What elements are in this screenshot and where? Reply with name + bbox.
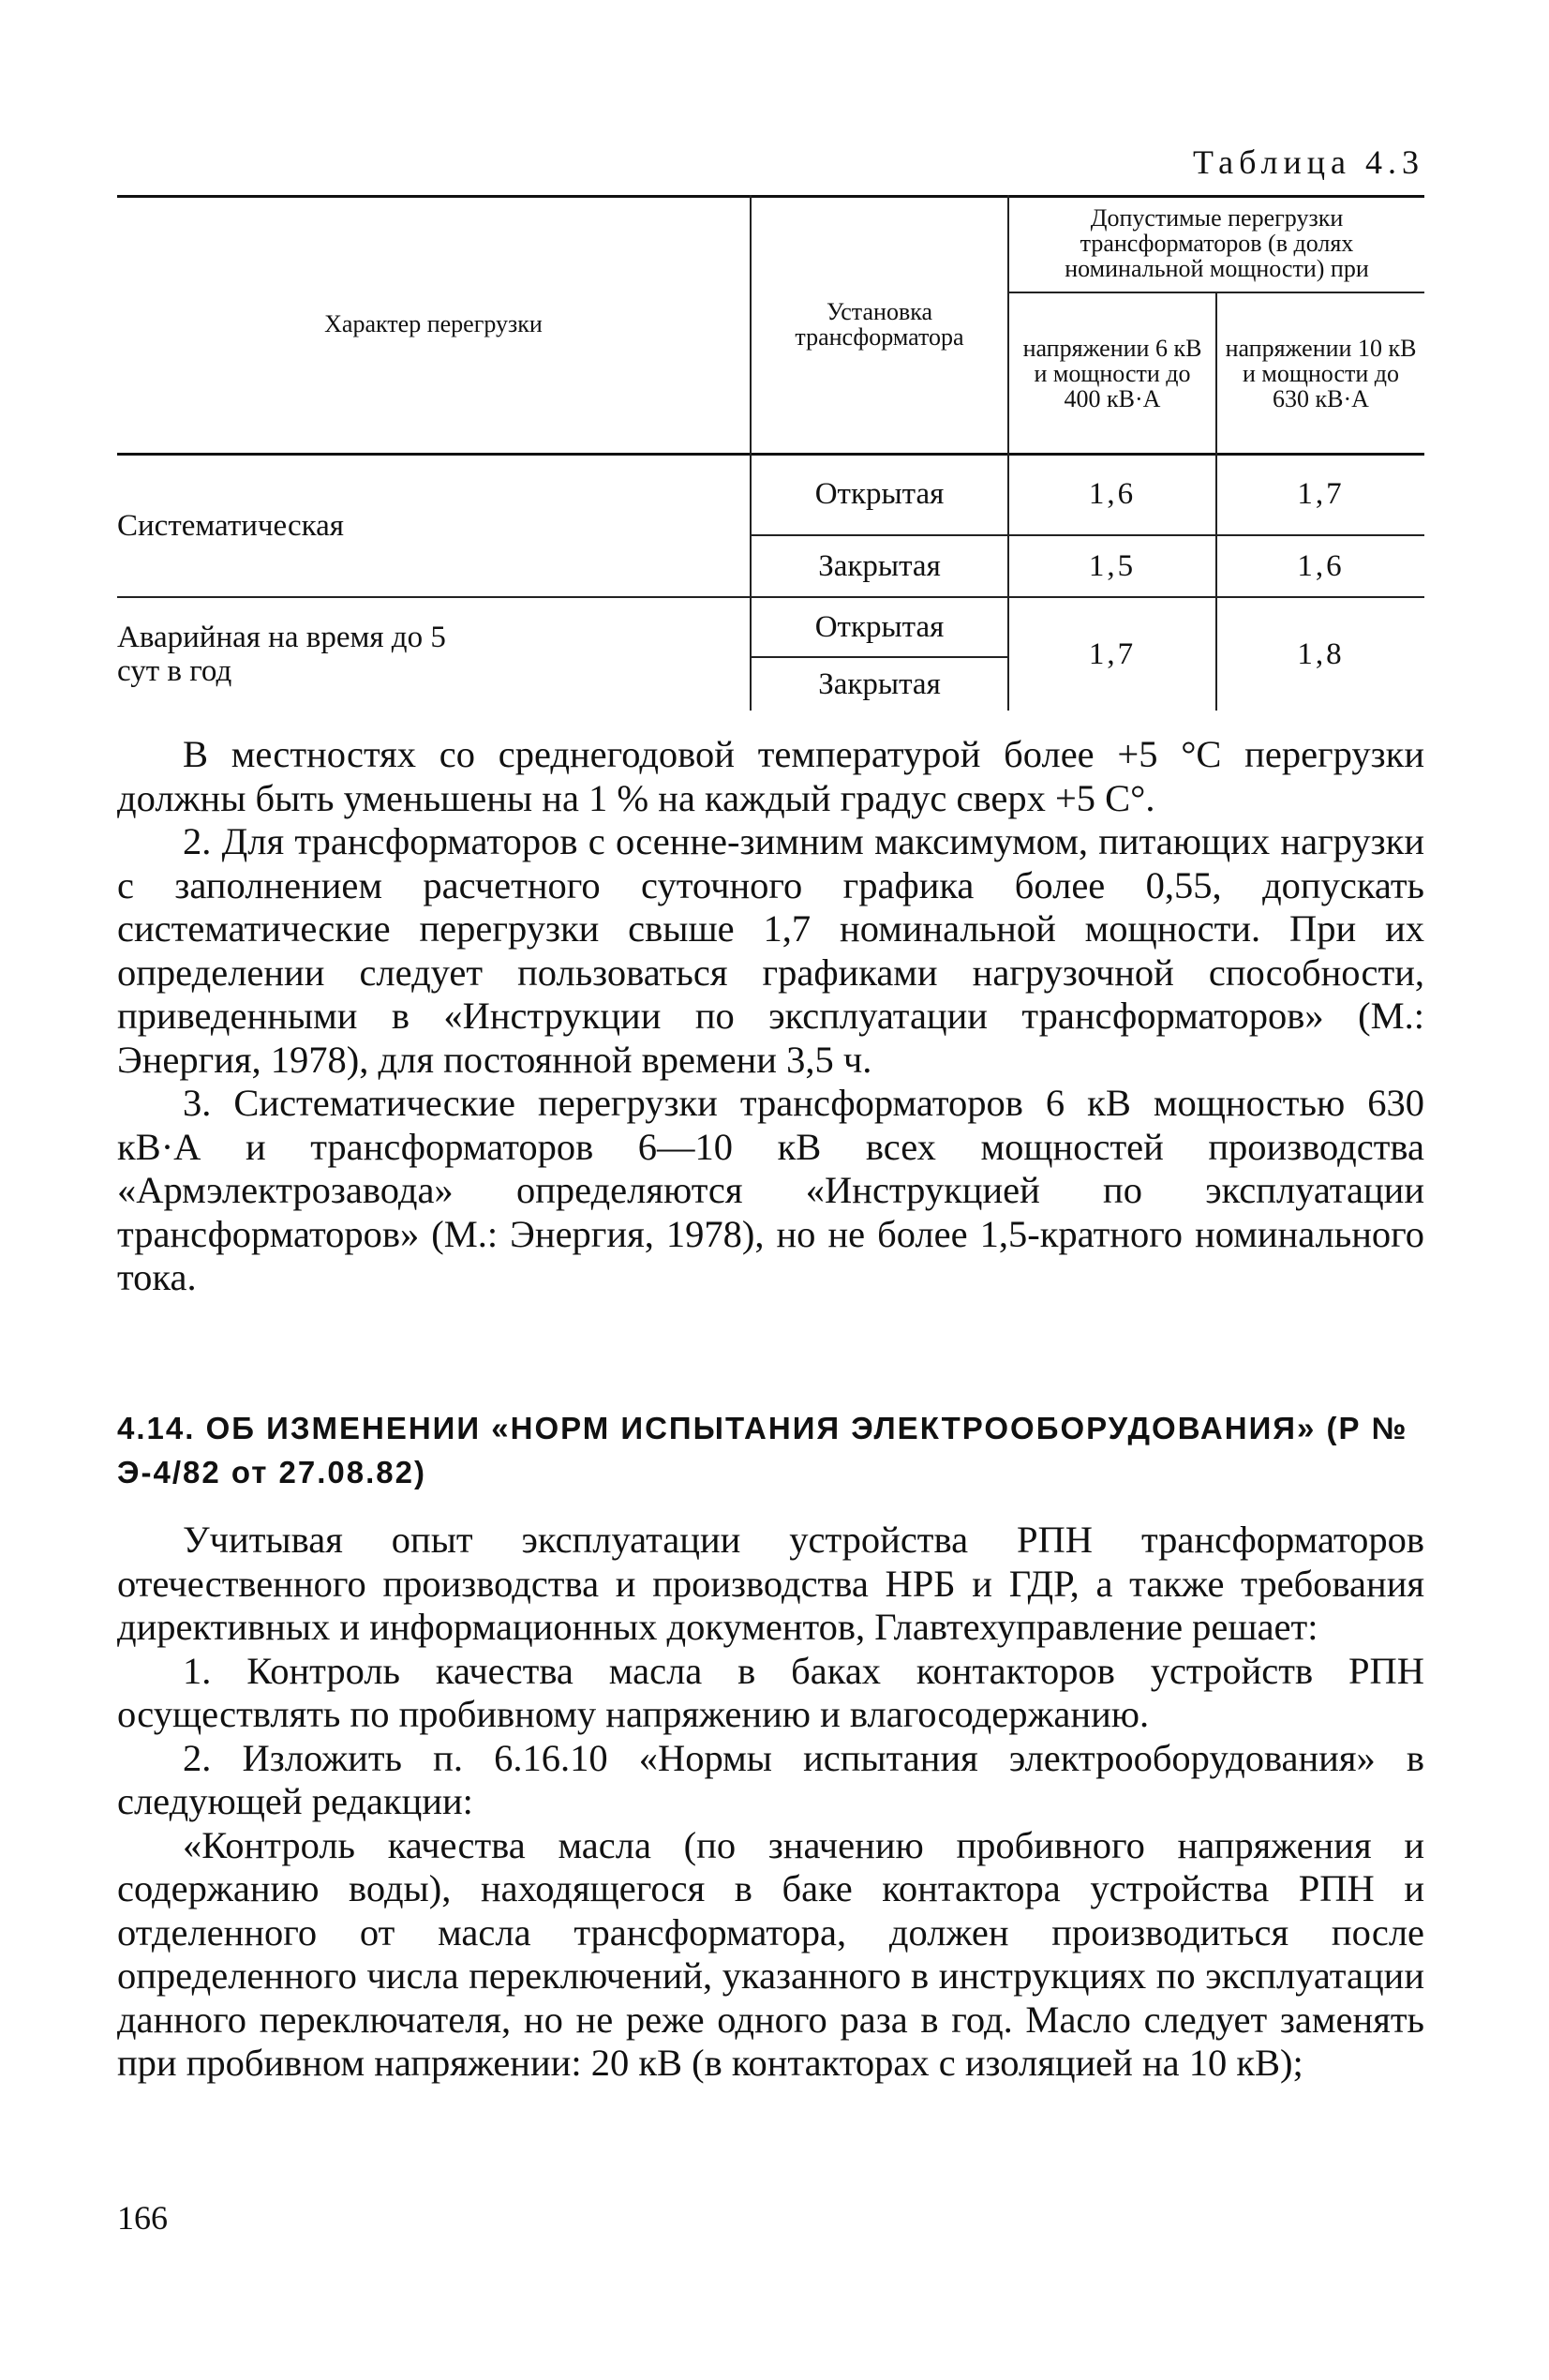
page-number: 166 <box>117 2199 168 2237</box>
section-body <box>117 1519 1424 2086</box>
overload-table <box>117 195 1424 711</box>
row-emergency-label: Аварийная на время до 5 сут в год <box>117 621 446 688</box>
header-10kv: напряжении 10 кВ и мощности до 630 кВ·А <box>1225 334 1417 412</box>
cell-em-closed-install: Закрытая <box>818 666 941 701</box>
notes-block <box>117 733 1424 1300</box>
row-systematic-label: Систематическая <box>117 508 344 543</box>
note-paragraph-2: 2. Для трансформаторов с осенне-зимним максимумом, питающих нагрузки с заполнением расчетного суточного графика более 0,55, допускать систематические перегрузки свыше 1,7 номинальной мощности. При их определении следует пользоваться графиками нагрузочной способности, приведенными в «Инструкции по эксплуатации трансформаторов» (М.: Энергия, 1978), для постоянной времени 3,5 ч. <box>117 820 1424 1081</box>
cell-sys-open-10kv: 1,7 <box>1297 477 1345 511</box>
note-paragraph-3: 3. Систематические перегрузки трансформаторов 6 кВ мощностью 630 кВ·А и трансформаторов 6—10 кВ всех мощностей производства «Армэлектрозавода» определяются «Инструкцией по эксплуатации трансформаторов» (М.: Энергия, 1978), но не более 1,5-кратного номинального тока. <box>117 1082 1424 1298</box>
note-paragraph-1: В местностях со среднегодовой температурой более +5 °С перегрузки должны быть уменьшены на 1 % на каждый градус сверх +5 С°. <box>117 733 1424 819</box>
section-paragraph-2: 1. Контроль качества масла в баках контакторов устройств РПН осуществлять по пробивному напряжению и влагосодержанию. <box>117 1649 1424 1735</box>
header-6kv: напряжении 6 кВ и мощности до 400 кВ·А <box>1022 334 1202 412</box>
header-allowed-overloads: Допустимые перегрузки трансформаторов (в долях номинальной мощности) при <box>1065 204 1369 282</box>
section-paragraph-1: Учитывая опыт эксплуатации устройства РПН трансформаторов отечественного производства и производства НРБ и ГДР, а также требования директивных и информационных документов, Главтехуправление решает: <box>117 1519 1424 1648</box>
section-heading: 4.14. ОБ ИЗМЕНЕНИИ «НОРМ ИСПЫТАНИЯ ЭЛЕКТРООБОРУДОВАНИЯ» (Р № Э-4/82 от 27.08.82) <box>117 1411 1408 1489</box>
cell-sys-closed-install: Закрытая <box>818 548 941 583</box>
cell-sys-closed-10kv: 1,6 <box>1297 548 1345 583</box>
cell-sys-open-install: Открытая <box>814 477 945 511</box>
table-caption: Таблица 4.3 <box>1193 143 1424 181</box>
cell-sys-closed-6kv: 1,5 <box>1088 548 1137 583</box>
section-paragraph-4: «Контроль качества масла (по значению пробивного напряжения и содержанию воды), находящегося в баке контактора устройства РПН и отделенного от масла трансформатора, должен производиться после определенного числа переключений, указанного в инструкциях по эксплуатации данного переключателя, но не реже одного раза в год. Масло следует заменять при пробивном напряжении: 20 кВ (в контакторах с изоляцией на 10 кВ); <box>117 1823 1424 2084</box>
cell-sys-open-6kv: 1,6 <box>1088 477 1137 511</box>
header-installation: Установка трансформатора <box>795 297 964 351</box>
cell-em-6kv: 1,7 <box>1088 636 1137 671</box>
section-paragraph-3: 2. Изложить п. 6.16.10 «Нормы испытания электрооборудования» в следующей редакции: <box>117 1736 1424 1822</box>
cell-em-10kv: 1,8 <box>1297 636 1345 671</box>
header-overload-type: Характер перегрузки <box>324 310 543 337</box>
cell-em-open-install: Открытая <box>814 609 945 644</box>
